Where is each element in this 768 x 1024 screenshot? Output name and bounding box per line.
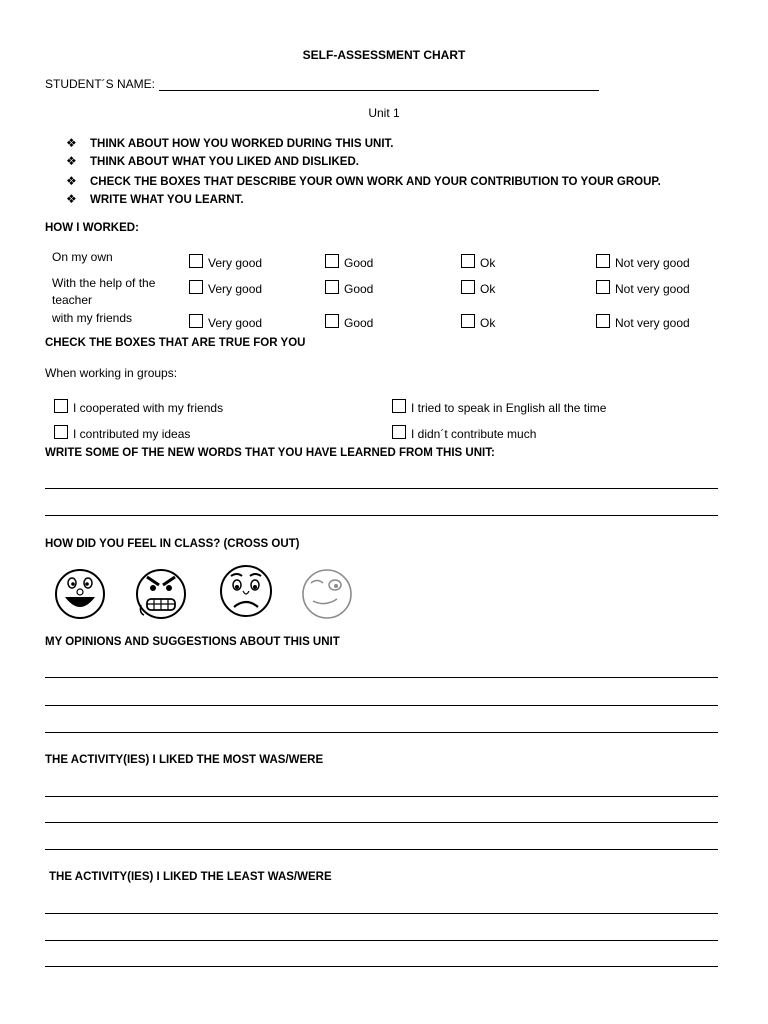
page-title: SELF-ASSESSMENT CHART	[302, 48, 466, 62]
winking-face-icon[interactable]	[303, 570, 351, 618]
opinions-heading: MY OPINIONS AND SUGGESTIONS ABOUT THIS UNIT	[45, 636, 340, 648]
liked-most-heading: THE ACTIVITY(IES) I LIKED THE MOST WAS/WERE	[45, 754, 324, 766]
group-item-english[interactable]: I tried to speak in English all the time	[392, 399, 606, 415]
instruction-item: ❖ CHECK THE BOXES THAT DESCRIBE YOUR OWN WORK AND YOUR CONTRIBUTION TO YOUR GROUP.	[66, 174, 661, 188]
option-not-very-good[interactable]: Not very good	[596, 314, 690, 330]
student-name-field[interactable]	[159, 78, 599, 91]
angry-face-icon[interactable]	[137, 570, 185, 618]
instruction-item: ❖ WRITE WHAT YOU LEARNT.	[66, 192, 244, 206]
checkbox[interactable]	[596, 314, 610, 328]
liked-least-line[interactable]	[45, 913, 718, 914]
checkbox[interactable]	[325, 314, 339, 328]
instruction-item: ❖ THINK ABOUT HOW YOU WORKED DURING THIS UNIT.	[66, 136, 394, 150]
checkbox[interactable]	[189, 280, 203, 294]
checkbox[interactable]	[189, 314, 203, 328]
option-ok[interactable]: Ok	[461, 254, 495, 270]
groups-heading: CHECK THE BOXES THAT ARE TRUE FOR YOU	[45, 337, 306, 349]
checkbox[interactable]	[54, 399, 68, 413]
checkbox[interactable]	[596, 280, 610, 294]
unit-label: Unit 1	[368, 106, 400, 120]
faces-row	[45, 561, 355, 623]
row-label-own: On my own	[52, 250, 113, 264]
liked-least-line[interactable]	[45, 940, 718, 941]
option-not-very-good[interactable]: Not very good	[596, 280, 690, 296]
checkbox[interactable]	[325, 280, 339, 294]
groups-intro: When working in groups:	[45, 366, 178, 380]
instruction-item: ❖ THINK ABOUT WHAT YOU LIKED AND DISLIKED.	[66, 154, 359, 168]
bullet-icon: ❖	[66, 154, 77, 168]
option-good[interactable]: Good	[325, 314, 373, 330]
option-very-good[interactable]: Very good	[189, 280, 262, 296]
student-name-label: STUDENT´S NAME:	[45, 77, 156, 91]
option-not-very-good[interactable]: Not very good	[596, 254, 690, 270]
option-good[interactable]: Good	[325, 280, 373, 296]
checkbox[interactable]	[461, 314, 475, 328]
checkbox[interactable]	[189, 254, 203, 268]
group-item-cooperated[interactable]: I cooperated with my friends	[54, 399, 223, 415]
checkbox[interactable]	[392, 425, 406, 439]
option-ok[interactable]: Ok	[461, 314, 495, 330]
liked-most-line[interactable]	[45, 796, 718, 797]
group-item-didnt-contribute[interactable]: I didn´t contribute much	[392, 425, 536, 441]
how-worked-heading: HOW I WORKED:	[45, 222, 139, 234]
opinions-line[interactable]	[45, 732, 718, 733]
new-words-heading: WRITE SOME OF THE NEW WORDS THAT YOU HAVE LEARNED FROM THIS UNIT:	[45, 447, 495, 459]
group-item-contributed[interactable]: I contributed my ideas	[54, 425, 190, 441]
checkbox[interactable]	[392, 399, 406, 413]
checkbox[interactable]	[461, 254, 475, 268]
sad-face-icon[interactable]	[221, 566, 271, 616]
feel-heading: HOW DID YOU FEEL IN CLASS? (CROSS OUT)	[45, 538, 300, 550]
checkbox[interactable]	[461, 280, 475, 294]
checkbox[interactable]	[325, 254, 339, 268]
liked-least-heading: THE ACTIVITY(IES) I LIKED THE LEAST WAS/WERE	[49, 871, 332, 883]
liked-most-line[interactable]	[45, 822, 718, 823]
option-ok[interactable]: Ok	[461, 280, 495, 296]
opinions-line[interactable]	[45, 677, 718, 678]
option-very-good[interactable]: Very good	[189, 254, 262, 270]
bullet-icon: ❖	[66, 136, 77, 150]
option-very-good[interactable]: Very good	[189, 314, 262, 330]
liked-most-line[interactable]	[45, 849, 718, 850]
new-words-line[interactable]	[45, 488, 718, 489]
checkbox[interactable]	[54, 425, 68, 439]
new-words-line[interactable]	[45, 515, 718, 516]
option-good[interactable]: Good	[325, 254, 373, 270]
liked-least-line[interactable]	[45, 966, 718, 967]
bullet-icon: ❖	[66, 174, 77, 188]
student-name-row	[45, 77, 599, 91]
row-label-friends: with my friends	[52, 311, 133, 325]
opinions-line[interactable]	[45, 705, 718, 706]
laughing-face-icon[interactable]	[56, 570, 104, 618]
checkbox[interactable]	[596, 254, 610, 268]
bullet-icon: ❖	[66, 192, 77, 206]
row-label-teacher: With the help of the teacher	[52, 276, 156, 307]
